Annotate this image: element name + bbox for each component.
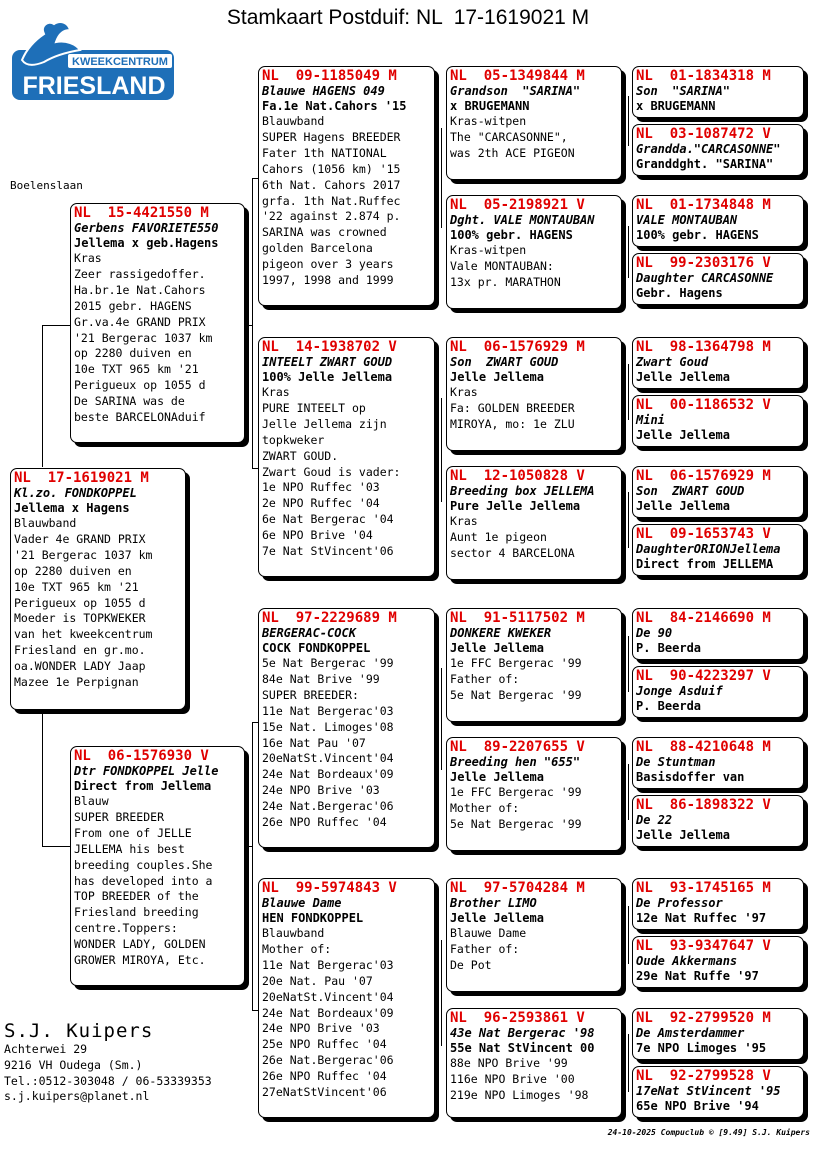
note-line: 24e Nat Bordeaux'09 bbox=[262, 1005, 394, 1020]
pigeon-strain: HEN FONDKOPPEL bbox=[262, 911, 364, 925]
note-line: PURE INTEELT op bbox=[262, 400, 366, 415]
connector-line bbox=[628, 764, 629, 820]
connector-line bbox=[628, 492, 629, 548]
note-line: Vader 4e GRAND PRIX bbox=[14, 531, 146, 546]
note-line: 10e TXT 965 km '21 bbox=[74, 362, 199, 377]
note-line: SUPER BREEDER bbox=[74, 809, 165, 824]
pigeon-name: 43e Nat Bergerac '98 bbox=[450, 1026, 595, 1040]
ancestor-card-ffm bbox=[446, 195, 622, 309]
note-line: 88e NPO Brive '99 bbox=[450, 1056, 568, 1070]
pigeon-name: Grandson "SARINA" bbox=[450, 84, 581, 98]
pigeon-strain: 65e NPO Brive '94 bbox=[636, 1099, 759, 1113]
pigeon-strain: Jelle Jellema bbox=[636, 828, 730, 842]
note-line: 1e NPO Ruffec '03 bbox=[262, 480, 380, 495]
connector-line bbox=[441, 668, 442, 770]
pigeon-notes bbox=[450, 656, 618, 704]
note-line: '21 Bergerac 1037 km bbox=[74, 330, 213, 345]
pigeon-name: Son ZWART GOUD bbox=[636, 484, 745, 498]
note-line: beste BARCELONAduif bbox=[74, 410, 206, 425]
note-line: 6e NPO Brive '04 bbox=[262, 528, 373, 543]
pigeon-name: BERGERAC-COCK bbox=[262, 626, 356, 640]
pigeon-name: Brother LIMO bbox=[450, 896, 537, 910]
ancestor-card-g15 bbox=[632, 1008, 804, 1060]
granddam-maternal-card bbox=[258, 878, 435, 1118]
pigeon-name: De Amsterdammer bbox=[636, 1026, 745, 1040]
note-line: 24e NPO Brive '03 bbox=[262, 1021, 380, 1036]
ring-number: NL 92-2799528 V bbox=[636, 1068, 771, 1084]
ancestor-card-g9 bbox=[632, 608, 804, 660]
ring-number: NL 93-9347647 V bbox=[636, 938, 771, 954]
note-line: Father of: bbox=[450, 671, 520, 686]
ring-number: NL 15-4421550 M bbox=[74, 205, 209, 221]
note-line: TOP BREEDER of the bbox=[74, 889, 199, 904]
pigeon-name: Grandda."CARCASONNE" bbox=[636, 142, 781, 156]
note-line: Zeer rassigedoffer. bbox=[74, 266, 206, 281]
connector-line bbox=[252, 178, 253, 468]
note-line: Gr.va.4e GRAND PRIX bbox=[74, 314, 206, 329]
pigeon-name: VALE MONTAUBAN bbox=[636, 213, 738, 227]
note-line: 5e Nat Bergerac '99 bbox=[262, 656, 394, 670]
pigeon-notes bbox=[262, 385, 431, 560]
note-line: The "CARCASONNE", bbox=[450, 129, 568, 144]
note-line: centre.Toppers: bbox=[74, 921, 178, 936]
note-line: 27eNatStVincent'06 bbox=[262, 1085, 387, 1100]
note-line: 24e NPO Brive '03 bbox=[262, 783, 380, 798]
ancestor-card-g1 bbox=[632, 66, 804, 118]
pigeon-name: Blauwe HAGENS 049 bbox=[262, 84, 385, 98]
pigeon-notes bbox=[450, 243, 618, 291]
note-line: JELLEMA his best bbox=[74, 841, 185, 856]
note-line: SUPER BREEDER: bbox=[262, 687, 359, 702]
pigeon-name: Dtr FONDKOPPEL Jelle bbox=[74, 764, 219, 778]
pigeon-strain: Direct from JELLEMA bbox=[636, 557, 774, 571]
note-line: 219e NPO Limoges '98 bbox=[450, 1087, 589, 1102]
pigeon-strain: 29e Nat Ruffe '97 bbox=[636, 969, 759, 983]
note-line: 6th Nat. Cahors 2017 bbox=[262, 177, 401, 192]
note-line: Aunt 1e pigeon bbox=[450, 529, 547, 544]
note-line: Moeder is TOPKWEKER bbox=[14, 611, 146, 626]
note-line: Blauwband bbox=[262, 114, 325, 128]
pigeon-notes bbox=[450, 514, 618, 562]
note-line: Jelle Jellema zijn bbox=[262, 416, 387, 431]
pigeon-name: De Stuntman bbox=[636, 755, 716, 769]
note-line: ZWART GOUD. bbox=[262, 448, 339, 463]
note-line: Blauw bbox=[74, 794, 109, 808]
ancestor-card-mfm bbox=[446, 737, 622, 851]
note-line: Friesland breeding bbox=[74, 905, 199, 920]
pigeon-strain: 100% gebr. HAGENS bbox=[450, 228, 573, 242]
pigeon-strain: Pure Jelle Jellema bbox=[450, 499, 581, 513]
connector-line bbox=[252, 722, 253, 1010]
ancestor-card-g14 bbox=[632, 936, 804, 988]
note-line: 20eNatSt.Vincent'04 bbox=[262, 751, 394, 766]
pigeon-strain: Direct from Jellema bbox=[74, 779, 212, 793]
pigeon-notes bbox=[450, 926, 618, 974]
owner-phone: Tel.:0512-303048 / 06-53339353 bbox=[4, 1073, 212, 1088]
note-line: Friesland en gr.mo. bbox=[14, 643, 146, 658]
connector-line bbox=[42, 325, 43, 467]
ancestor-card-g3 bbox=[632, 195, 804, 247]
owner-address: Achterwei 29 bbox=[4, 1042, 88, 1056]
pigeon-name: Blauwe Dame bbox=[262, 896, 342, 910]
connector-line bbox=[42, 846, 70, 847]
note-line: De Pot bbox=[450, 957, 492, 972]
note-line: grfa. 1th Nat.Ruffec bbox=[262, 193, 401, 208]
note-line: 26e Nat.Bergerac'06 bbox=[262, 1053, 394, 1068]
svg-text:KWEEKCENTRUM: KWEEKCENTRUM bbox=[72, 56, 168, 68]
note-line: Kras bbox=[262, 385, 290, 399]
pigeon-name: De 22 bbox=[636, 813, 673, 827]
ancestor-card-g11 bbox=[632, 737, 804, 789]
pigeon-strain: x BRUGEMANN bbox=[450, 99, 530, 113]
pigeon-name: 17eNat StVincent '95 bbox=[636, 1084, 781, 1098]
pigeon-notes bbox=[450, 1056, 618, 1104]
note-line: 16e Nat Pau '07 bbox=[262, 735, 366, 750]
note-line: golden Barcelona bbox=[262, 241, 373, 256]
pigeon-notes bbox=[450, 785, 618, 833]
note-line: oa.WONDER LADY Jaap bbox=[14, 659, 146, 674]
note-line: was 2th ACE PIGEON bbox=[450, 145, 575, 160]
note-line: 2015 gebr. HAGENS bbox=[74, 298, 192, 313]
pigeon-notes bbox=[262, 114, 431, 289]
note-line: 26e NPO Ruffec '04 bbox=[262, 1069, 387, 1084]
note-line: 6e Nat Bergerac '04 bbox=[262, 512, 394, 527]
subject-pigeon-card bbox=[10, 468, 186, 710]
svg-text:FRIESLAND: FRIESLAND bbox=[22, 72, 166, 100]
pigeon-strain: Basisdoffer van bbox=[636, 770, 745, 784]
ancestor-card-g10 bbox=[632, 666, 804, 718]
note-line: Fa: GOLDEN BREEDER bbox=[450, 400, 575, 415]
grandsire-maternal-card bbox=[258, 608, 435, 848]
pigeon-strain: Jelle Jellema bbox=[450, 770, 544, 784]
pigeon-strain: Jelle Jellema bbox=[450, 911, 544, 925]
pigeon-strain: 7e NPO Limoges '95 bbox=[636, 1041, 767, 1055]
ring-number: NL 01-1734848 M bbox=[636, 197, 771, 213]
note-line: 5e Nat Bergerac '99 bbox=[450, 816, 582, 831]
note-line: 84e Nat Brive '99 bbox=[262, 671, 380, 686]
note-line: 26e NPO Ruffec '04 bbox=[262, 815, 387, 830]
pigeon-strain: 100% Jelle Jellema bbox=[262, 370, 393, 384]
connector-line bbox=[42, 325, 70, 326]
ring-number: NL 97-2229689 M bbox=[262, 610, 397, 626]
pigeon-strain: Fa.1e Nat.Cahors '15 bbox=[262, 99, 407, 113]
pigeon-name: Daughter CARCASONNE bbox=[636, 271, 774, 285]
ring-number: NL 89-2207655 V bbox=[450, 739, 585, 755]
note-line: 116e NPO Brive '00 bbox=[450, 1071, 575, 1086]
note-line: topkweker bbox=[262, 432, 325, 447]
connector-line bbox=[245, 325, 253, 326]
note-line: 20eNatSt.Vincent'04 bbox=[262, 989, 394, 1004]
pigeon-name: INTEELT ZWART GOUD bbox=[262, 355, 393, 369]
pigeon-name: De Professor bbox=[636, 896, 723, 910]
note-line: Kras-witpen bbox=[450, 114, 527, 128]
note-line: Kras bbox=[450, 514, 478, 528]
pigeon-strain: 12e Nat Ruffec '97 bbox=[636, 911, 767, 925]
note-line: op 2280 duiven en bbox=[74, 346, 192, 361]
ancestor-card-fmf bbox=[446, 337, 622, 451]
ancestor-card-fmm bbox=[446, 466, 622, 580]
connector-line bbox=[441, 940, 442, 1046]
pigeon-name: Dght. VALE MONTAUBAN bbox=[450, 213, 595, 227]
pigeon-name: Son "SARINA" bbox=[636, 84, 730, 98]
ring-number: NL 14-1938702 V bbox=[262, 339, 397, 355]
ring-number: NL 03-1087472 V bbox=[636, 126, 771, 142]
note-line: Mother of: bbox=[262, 941, 332, 956]
pigeon-notes bbox=[262, 656, 431, 831]
note-line: 1997, 1998 and 1999 bbox=[262, 273, 394, 288]
ancestor-card-g12 bbox=[632, 795, 804, 847]
note-line: Kras-witpen bbox=[450, 243, 527, 257]
note-line: Father of: bbox=[450, 941, 520, 956]
note-line: From one of JELLE bbox=[74, 825, 192, 840]
pigeon-strain: P. Beerda bbox=[636, 641, 702, 655]
ring-number: NL 09-1185049 M bbox=[262, 68, 397, 84]
note-line: Fater 1th NATIONAL bbox=[262, 145, 387, 160]
connector-line bbox=[441, 128, 442, 228]
ring-number: NL 05-1349844 M bbox=[450, 68, 585, 84]
connector-line bbox=[42, 710, 43, 846]
ring-number: NL 99-2303176 V bbox=[636, 255, 771, 271]
note-line: 20e Nat. Pau '07 bbox=[262, 973, 373, 988]
location-label: Boelenslaan bbox=[10, 179, 83, 192]
note-line: 13x pr. MARATHON bbox=[450, 274, 561, 289]
connector-line bbox=[245, 846, 253, 847]
connector-line bbox=[628, 1034, 629, 1092]
ring-number: NL 91-5117502 M bbox=[450, 610, 585, 626]
pigeon-notes bbox=[74, 251, 241, 426]
note-line: 10e TXT 965 km '21 bbox=[14, 579, 139, 594]
owner-info bbox=[4, 1020, 212, 1105]
note-line: 11e Nat Bergerac'03 bbox=[262, 703, 394, 718]
sire-card bbox=[70, 203, 245, 443]
pigeon-notes bbox=[74, 794, 241, 969]
ancestor-card-fff bbox=[446, 66, 622, 180]
pigeon-strain: Jelle Jellema bbox=[636, 370, 730, 384]
connector-line bbox=[628, 96, 629, 146]
ring-number: NL 99-5974843 V bbox=[262, 880, 397, 896]
pigeon-strain: Granddght. "SARINA" bbox=[636, 157, 774, 171]
note-line: Mazee 1e Perpignan bbox=[14, 675, 139, 690]
note-line: 24e Nat Bordeaux'09 bbox=[262, 767, 394, 782]
ring-number: NL 84-2146690 M bbox=[636, 610, 771, 626]
note-line: '21 Bergerac 1037 km bbox=[14, 547, 153, 562]
note-line: 11e Nat Bergerac'03 bbox=[262, 957, 394, 972]
note-line: op 2280 duiven en bbox=[14, 563, 132, 578]
connector-line bbox=[441, 398, 442, 502]
note-line: Kras bbox=[74, 251, 102, 265]
note-line: 5e Nat Bergerac '99 bbox=[450, 687, 582, 702]
note-line: Perigueux op 1055 d bbox=[14, 595, 146, 610]
note-line: 2e NPO Ruffec '04 bbox=[262, 496, 380, 511]
note-line: SUPER Hagens BREEDER bbox=[262, 129, 401, 144]
note-line: Blauwe Dame bbox=[450, 926, 527, 940]
note-line: pigeon over 3 years bbox=[262, 257, 394, 272]
ancestor-card-g13 bbox=[632, 878, 804, 930]
connector-line bbox=[628, 364, 629, 420]
note-line: Mother of: bbox=[450, 800, 520, 815]
pigeon-strain: 55e Nat StVincent 00 bbox=[450, 1041, 595, 1055]
ring-number: NL 92-2799520 M bbox=[636, 1010, 771, 1026]
note-line: GROWER MIROYA, Etc. bbox=[74, 953, 206, 968]
connector-line bbox=[628, 636, 629, 692]
pigeon-strain: Jelle Jellema bbox=[636, 499, 730, 513]
ring-number: NL 06-1576929 M bbox=[636, 468, 771, 484]
pigeon-strain: Jellema x geb.Hagens bbox=[74, 236, 219, 250]
note-line: Cahors (1056 km) '15 bbox=[262, 161, 401, 176]
dam-card bbox=[70, 746, 245, 986]
pigeon-strain: Jelle Jellema bbox=[636, 428, 730, 442]
page-title: Stamkaart Postduif: NL 17-1619021 M bbox=[226, 6, 590, 29]
note-line: WONDER LADY, GOLDEN bbox=[74, 937, 206, 952]
footer-credit: 24-10-2025 Compuclub © [9.49] S.J. Kuipers bbox=[607, 1128, 810, 1137]
ring-number: NL 97-5704284 M bbox=[450, 880, 585, 896]
ancestor-card-g2 bbox=[632, 124, 804, 176]
note-line: 25e NPO Ruffec '04 bbox=[262, 1037, 387, 1052]
pigeon-strain: COCK FONDKOPPEL bbox=[262, 641, 371, 655]
granddam-paternal-card bbox=[258, 337, 435, 577]
owner-city: 9216 VH Oudega (Sm.) bbox=[4, 1057, 143, 1072]
pigeon-strain: 100% gebr. HAGENS bbox=[636, 228, 759, 242]
ring-number: NL 90-4223297 V bbox=[636, 668, 771, 684]
ancestor-card-g5 bbox=[632, 337, 804, 389]
pigeon-name: Breeding box JELLEMA bbox=[450, 484, 595, 498]
note-line: MIROYA, mo: 1e ZLU bbox=[450, 416, 575, 431]
note-line: sector 4 BARCELONA bbox=[450, 545, 575, 560]
connector-line bbox=[628, 226, 629, 278]
ring-number: NL 01-1834318 M bbox=[636, 68, 771, 84]
note-line: Ha.br.1e Nat.Cahors bbox=[74, 282, 206, 297]
ring-number: NL 06-1576930 V bbox=[74, 748, 209, 764]
pigeon-notes bbox=[450, 385, 618, 433]
ring-number: NL 98-1364798 M bbox=[636, 339, 771, 355]
pigeon-strain: Jelle Jellema bbox=[450, 641, 544, 655]
note-line: Blauwband bbox=[14, 516, 77, 530]
owner-email: s.j.kuipers@planet.nl bbox=[4, 1089, 150, 1104]
ring-number: NL 93-1745165 M bbox=[636, 880, 771, 896]
ring-number: NL 06-1576929 M bbox=[450, 339, 585, 355]
pigeon-notes bbox=[262, 926, 431, 1101]
ring-number: NL 12-1050828 V bbox=[450, 468, 585, 484]
note-line: van het kweekcentrum bbox=[14, 627, 153, 642]
note-line: breeding couples.She bbox=[74, 857, 213, 872]
pigeon-strain: Gebr. Hagens bbox=[636, 286, 723, 300]
pigeon-name: Oude Akkermans bbox=[636, 954, 738, 968]
ancestor-card-g6 bbox=[632, 395, 804, 447]
pigeon-name: Mini bbox=[636, 413, 665, 427]
note-line: 7e Nat StVincent'06 bbox=[262, 544, 394, 559]
pigeon-strain: P. Beerda bbox=[636, 699, 702, 713]
ring-number: NL 09-1653743 V bbox=[636, 526, 771, 542]
note-line: De SARINA was de bbox=[74, 394, 185, 409]
ancestor-card-g4 bbox=[632, 253, 804, 305]
ancestor-card-g7 bbox=[632, 466, 804, 518]
owner-name: S.J. Kuipers bbox=[4, 1020, 154, 1042]
ancestor-card-mff bbox=[446, 608, 622, 722]
note-line: Vale MONTAUBAN: bbox=[450, 258, 554, 273]
ring-number: NL 96-2593861 V bbox=[450, 1010, 585, 1026]
ring-number: NL 05-2198921 V bbox=[450, 197, 585, 213]
note-line: has developed into a bbox=[74, 873, 213, 888]
note-line: SARINA was crowned bbox=[262, 225, 387, 240]
pigeon-strain: Jelle Jellema bbox=[450, 370, 544, 384]
pigeon-name: Gerbens FAVORIETE550 bbox=[74, 221, 219, 235]
pigeon-notes bbox=[450, 114, 618, 162]
note-line: 1e FFC Bergerac '99 bbox=[450, 785, 582, 799]
note-line: '22 against 2.874 p. bbox=[262, 209, 401, 224]
pigeon-name: Zwart Goud bbox=[636, 355, 709, 369]
pigeon-name: De 90 bbox=[636, 626, 673, 640]
ring-number: NL 88-4210648 M bbox=[636, 739, 771, 755]
note-line: Perigueux op 1055 d bbox=[74, 378, 206, 393]
pigeon-strain: Jellema x Hagens bbox=[14, 501, 130, 515]
connector-line bbox=[628, 906, 629, 964]
pigeon-notes bbox=[14, 516, 182, 691]
ring-number: NL 17-1619021 M bbox=[14, 470, 149, 486]
ancestor-card-g16 bbox=[632, 1066, 804, 1118]
kweekcentrum-friesland-logo bbox=[10, 16, 176, 102]
note-line: 1e FFC Bergerac '99 bbox=[450, 656, 582, 670]
pigeon-name: DaughterORIONJellema bbox=[636, 542, 781, 556]
pigeon-name: Breeding hen "655" bbox=[450, 755, 581, 769]
ring-number: NL 86-1898322 V bbox=[636, 797, 771, 813]
ancestor-card-mmf bbox=[446, 878, 622, 992]
pigeon-name: Kl.zo. FONDKOPPEL bbox=[14, 486, 137, 500]
note-line: Blauwband bbox=[262, 926, 325, 940]
ancestor-card-mmm bbox=[446, 1008, 622, 1118]
pigeon-strain: x BRUGEMANN bbox=[636, 99, 716, 113]
pigeon-name: DONKERE KWEKER bbox=[450, 626, 552, 640]
pigeon-name: Son ZWART GOUD bbox=[450, 355, 559, 369]
pigeon-name: Jonge Asduif bbox=[636, 684, 723, 698]
note-line: Zwart Goud is vader: bbox=[262, 464, 401, 479]
note-line: 24e Nat.Bergerac'06 bbox=[262, 799, 394, 814]
ancestor-card-g8 bbox=[632, 524, 804, 576]
ring-number: NL 00-1186532 V bbox=[636, 397, 771, 413]
note-line: Kras bbox=[450, 385, 478, 399]
grandsire-paternal-card bbox=[258, 66, 435, 306]
note-line: 15e Nat. Limoges'08 bbox=[262, 719, 394, 734]
